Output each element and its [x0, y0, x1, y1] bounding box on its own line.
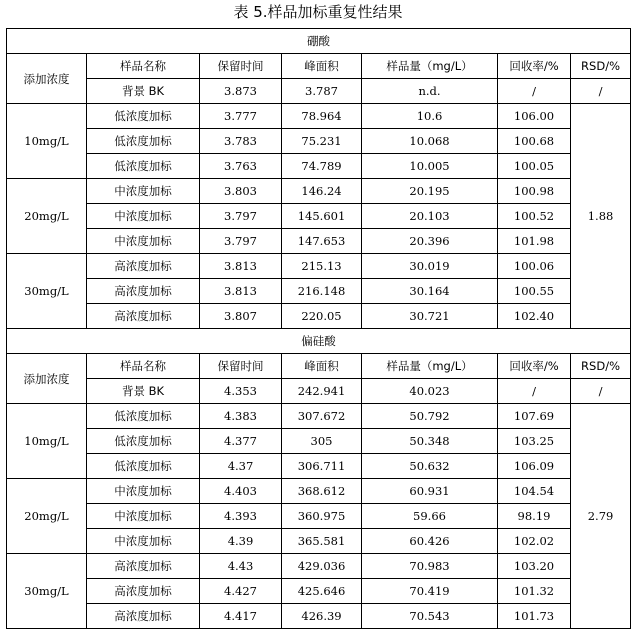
- rsd-value: 2.79: [571, 404, 631, 629]
- sample-amount: n.d.: [362, 79, 498, 104]
- sample-amount: 70.983: [362, 554, 498, 579]
- retention-time: 3.873: [200, 79, 282, 104]
- sample-name: 中浓度加标: [87, 529, 200, 554]
- recovery-rate: 107.69: [498, 404, 571, 429]
- sample-name: 背景 BK: [87, 79, 200, 104]
- sample-name: 高浓度加标: [87, 554, 200, 579]
- retention-time: 3.797: [200, 204, 282, 229]
- sample-name: 低浓度加标: [87, 429, 200, 454]
- peak-area: 307.672: [282, 404, 362, 429]
- sample-amount: 10.6: [362, 104, 498, 129]
- table-caption: 表 5.样品加标重复性结果: [233, 3, 403, 21]
- rsd-value: 1.88: [571, 104, 631, 329]
- concentration-cell: 30mg/L: [7, 554, 87, 629]
- peak-area: 145.601: [282, 204, 362, 229]
- column-header: 样品量（mg/L）: [362, 54, 498, 79]
- sample-amount: 30.721: [362, 304, 498, 329]
- concentration-cell: 20mg/L: [7, 479, 87, 554]
- sample-name: 中浓度加标: [87, 229, 200, 254]
- peak-area: 306.711: [282, 454, 362, 479]
- column-header: RSD/%: [571, 54, 631, 79]
- retention-time: 4.353: [200, 379, 282, 404]
- recovery-rate: 100.06: [498, 254, 571, 279]
- recovery-rate: 100.98: [498, 179, 571, 204]
- sample-name: 中浓度加标: [87, 504, 200, 529]
- column-header: RSD/%: [571, 354, 631, 379]
- recovery-rate: 100.68: [498, 129, 571, 154]
- column-header-row: [7, 54, 631, 79]
- table-row: [7, 104, 631, 129]
- retention-time: 3.813: [200, 279, 282, 304]
- sample-amount: 30.019: [362, 254, 498, 279]
- table-row: [7, 479, 631, 504]
- sample-name: 低浓度加标: [87, 454, 200, 479]
- sample-amount: 50.632: [362, 454, 498, 479]
- recovery-rate: 106.09: [498, 454, 571, 479]
- sample-name: 中浓度加标: [87, 179, 200, 204]
- sample-name: 中浓度加标: [87, 204, 200, 229]
- peak-area: 75.231: [282, 129, 362, 154]
- repeatability-table: [6, 28, 631, 629]
- table-row: [7, 204, 631, 229]
- peak-area: 147.653: [282, 229, 362, 254]
- sample-amount: 50.348: [362, 429, 498, 454]
- column-header: 样品名称: [87, 54, 200, 79]
- recovery-rate: /: [498, 379, 571, 404]
- retention-time: 3.803: [200, 179, 282, 204]
- peak-area: 426.39: [282, 604, 362, 629]
- peak-area: 74.789: [282, 154, 362, 179]
- sample-amount: 20.103: [362, 204, 498, 229]
- column-header: 样品量（mg/L）: [362, 354, 498, 379]
- recovery-rate: 103.25: [498, 429, 571, 454]
- sample-amount: 10.005: [362, 154, 498, 179]
- concentration-cell: 10mg/L: [7, 104, 87, 179]
- sample-amount: 10.068: [362, 129, 498, 154]
- retention-time: 3.807: [200, 304, 282, 329]
- sample-name: 低浓度加标: [87, 154, 200, 179]
- peak-area: 429.036: [282, 554, 362, 579]
- recovery-rate: 101.98: [498, 229, 571, 254]
- peak-area: 216.148: [282, 279, 362, 304]
- column-header: 保留时间: [200, 354, 282, 379]
- retention-time: 4.37: [200, 454, 282, 479]
- rsd-value: /: [571, 79, 631, 104]
- column-header: 样品名称: [87, 354, 200, 379]
- section-title: 硼酸: [7, 29, 631, 54]
- sample-amount: 60.931: [362, 479, 498, 504]
- sample-amount: 20.396: [362, 229, 498, 254]
- retention-time: 3.763: [200, 154, 282, 179]
- retention-time: 4.383: [200, 404, 282, 429]
- concentration-cell: 30mg/L: [7, 254, 87, 329]
- table-row: [7, 404, 631, 429]
- recovery-rate: 106.00: [498, 104, 571, 129]
- recovery-rate: 100.05: [498, 154, 571, 179]
- retention-time: 4.417: [200, 604, 282, 629]
- retention-time: 4.427: [200, 579, 282, 604]
- sample-amount: 50.792: [362, 404, 498, 429]
- sample-name: 低浓度加标: [87, 104, 200, 129]
- section-title: 偏硅酸: [7, 329, 631, 354]
- table-row: [7, 529, 631, 554]
- recovery-rate: /: [498, 79, 571, 104]
- recovery-rate: 102.02: [498, 529, 571, 554]
- table-row: [7, 579, 631, 604]
- sample-amount: 60.426: [362, 529, 498, 554]
- peak-area: 215.13: [282, 254, 362, 279]
- recovery-rate: 103.20: [498, 554, 571, 579]
- concentration-header: 添加浓度: [7, 354, 87, 404]
- recovery-rate: 101.32: [498, 579, 571, 604]
- peak-area: 146.24: [282, 179, 362, 204]
- recovery-rate: 100.52: [498, 204, 571, 229]
- background-row: [7, 379, 631, 404]
- recovery-rate: 100.55: [498, 279, 571, 304]
- column-header: 保留时间: [200, 54, 282, 79]
- table-row: [7, 279, 631, 304]
- concentration-header: 添加浓度: [7, 54, 87, 104]
- peak-area: 242.941: [282, 379, 362, 404]
- table-row: [7, 229, 631, 254]
- sample-amount: 20.195: [362, 179, 498, 204]
- column-header-row: [7, 354, 631, 379]
- sample-name: 背景 BK: [87, 379, 200, 404]
- peak-area: 3.787: [282, 79, 362, 104]
- table-row: [7, 429, 631, 454]
- sample-name: 低浓度加标: [87, 129, 200, 154]
- column-header: 回收率/%: [498, 54, 571, 79]
- peak-area: 305: [282, 429, 362, 454]
- table-row: [7, 154, 631, 179]
- table-row: [7, 554, 631, 579]
- retention-time: 3.797: [200, 229, 282, 254]
- sample-name: 低浓度加标: [87, 404, 200, 429]
- sample-amount: 70.419: [362, 579, 498, 604]
- rsd-value: /: [571, 379, 631, 404]
- recovery-rate: 104.54: [498, 479, 571, 504]
- retention-time: 4.377: [200, 429, 282, 454]
- section-title-row: [7, 329, 631, 354]
- section-title-row: [7, 29, 631, 54]
- sample-name: 高浓度加标: [87, 604, 200, 629]
- sample-name: 高浓度加标: [87, 579, 200, 604]
- concentration-cell: 20mg/L: [7, 179, 87, 254]
- column-header: 回收率/%: [498, 354, 571, 379]
- retention-time: 4.43: [200, 554, 282, 579]
- peak-area: 360.975: [282, 504, 362, 529]
- sample-name: 中浓度加标: [87, 479, 200, 504]
- concentration-cell: 10mg/L: [7, 404, 87, 479]
- column-header: 峰面积: [282, 354, 362, 379]
- retention-time: 4.393: [200, 504, 282, 529]
- retention-time: 3.813: [200, 254, 282, 279]
- peak-area: 368.612: [282, 479, 362, 504]
- peak-area: 365.581: [282, 529, 362, 554]
- sample-amount: 30.164: [362, 279, 498, 304]
- column-header: 峰面积: [282, 54, 362, 79]
- recovery-rate: 98.19: [498, 504, 571, 529]
- retention-time: 3.783: [200, 129, 282, 154]
- sample-amount: 59.66: [362, 504, 498, 529]
- peak-area: 220.05: [282, 304, 362, 329]
- peak-area: 425.646: [282, 579, 362, 604]
- table-row: [7, 604, 631, 629]
- recovery-rate: 102.40: [498, 304, 571, 329]
- table-row: [7, 454, 631, 479]
- table-row: [7, 304, 631, 329]
- recovery-rate: 101.73: [498, 604, 571, 629]
- background-row: [7, 79, 631, 104]
- retention-time: 4.39: [200, 529, 282, 554]
- sample-amount: 40.023: [362, 379, 498, 404]
- table-row: [7, 504, 631, 529]
- peak-area: 78.964: [282, 104, 362, 129]
- sample-name: 高浓度加标: [87, 279, 200, 304]
- sample-name: 高浓度加标: [87, 254, 200, 279]
- retention-time: 4.403: [200, 479, 282, 504]
- retention-time: 3.777: [200, 104, 282, 129]
- table-row: [7, 179, 631, 204]
- table-row: [7, 254, 631, 279]
- sample-amount: 70.543: [362, 604, 498, 629]
- sample-name: 高浓度加标: [87, 304, 200, 329]
- table-row: [7, 129, 631, 154]
